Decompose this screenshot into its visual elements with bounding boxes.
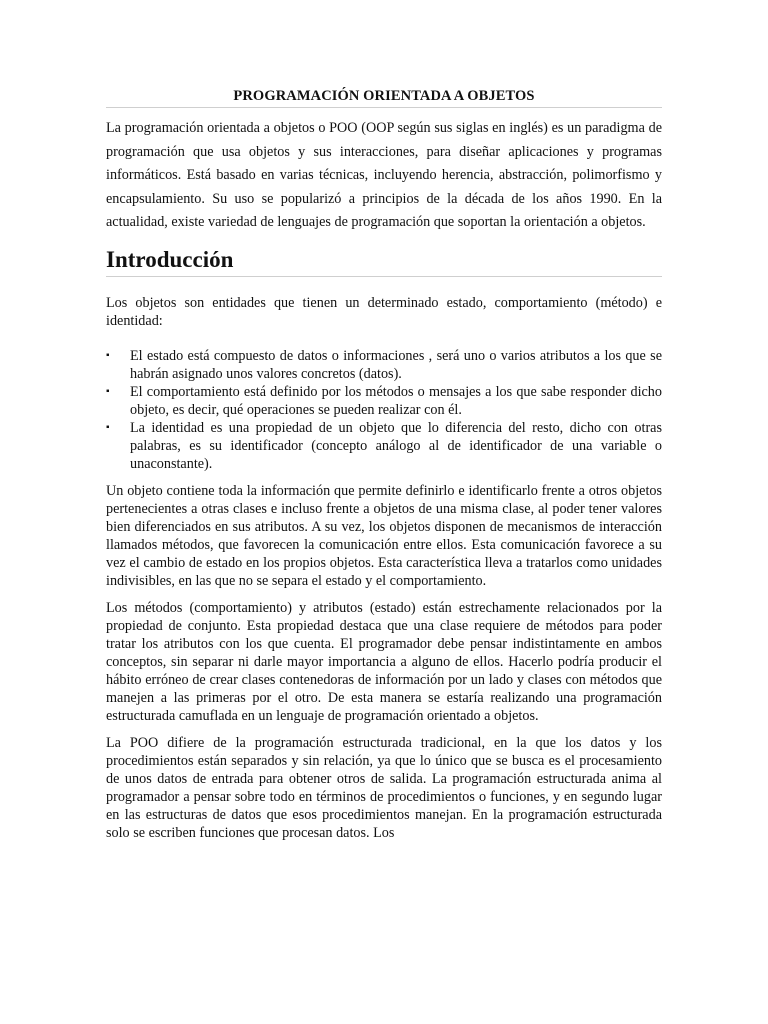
bullet-square-icon: ▪ [106, 385, 110, 397]
document-title: PROGRAMACIÓN ORIENTADA A OBJETOS [106, 88, 662, 108]
section-heading: Introducción [106, 247, 662, 277]
body-paragraph: Los métodos (comportamiento) y atributos (estado) están estrechamente relacionados por la propiedad de conjunto. Esta propiedad destaca que una clase requiere de métodos para poder tratar los atributos con los que cuenta. El programador debe pensar indistintamente en ambos conceptos, sin separar ni darle mayor importancia a alguno de ellos. Hacerlo podría producir el hábito erróneo de crear clases contenedoras de información por un lado y clases con métodos que manejen a las primeras por el otro. De esta manera se estaría realizando una programación estructurada camuflada en un lenguaje de programación orientado a objetos. [106, 599, 662, 724]
bullet-item [106, 383, 662, 419]
bullet-square-icon: ▪ [106, 349, 110, 361]
bullet-item [106, 419, 662, 473]
bullet-text: El estado está compuesto de datos o informaciones , será uno o varios atributos a los que se habrán asignado unos valores concretos (datos). [130, 347, 662, 382]
bullet-text: La identidad es una propiedad de un objeto que lo diferencia del resto, dicho con otras palabras, es su identificador (concepto análogo al de identificador de una variable o unaconstante). [130, 419, 662, 472]
bullet-list [106, 347, 662, 473]
section-lead-paragraph: Los objetos son entidades que tienen un determinado estado, comportamiento (método) e identidad: [106, 294, 662, 329]
intro-paragraph: La programación orientada a objetos o POO (OOP según sus siglas en inglés) es un paradigma de programación que usa objetos y sus interacciones, para diseñar aplicaciones y programas informáticos. Está basado en varias técnicas, incluyendo herencia, abstracción, polimorfismo y encapsulamiento. Su uso se popularizó a principios de la década de los años 1990. En la actualidad, existe variedad de lenguajes de programación que soportan la orientación a objetos. [106, 120, 662, 230]
bullet-text: El comportamiento está definido por los métodos o mensajes a los que sabe responder dicho objeto, es decir, qué operaciones se pueden realizar con él. [130, 383, 662, 418]
body-paragraph: La POO difiere de la programación estructurada tradicional, en la que los datos y los procedimientos están separados y sin relación, ya que lo único que se busca es el procesamiento de unos datos de entrada para obtener otros de salida. La programación estructurada anima al programador a pensar sobre todo en términos de procedimientos o funciones, y en segundo lugar en las estructuras de datos que esos procedimientos manejan. En la programación estructurada solo se escriben funciones que procesan datos. Los [106, 734, 662, 841]
bullet-item [106, 347, 662, 383]
body-paragraph: Un objeto contiene toda la información que permite definirlo e identificarlo frente a otros objetos pertenecientes a otras clases e incluso frente a objetos de una misma clase, al poder tener valores bien diferenciados en sus atributos. A su vez, los objetos disponen de mecanismos de interacción llamados métodos, que favorecen la comunicación entre ellos. Esta comunicación favorece a su vez el cambio de estado en los propios objetos. Esta característica lleva a tratarlos como unidades indivisibles, en las que no se separa el estado y el comportamiento. [106, 482, 662, 589]
bullet-square-icon: ▪ [106, 421, 110, 433]
